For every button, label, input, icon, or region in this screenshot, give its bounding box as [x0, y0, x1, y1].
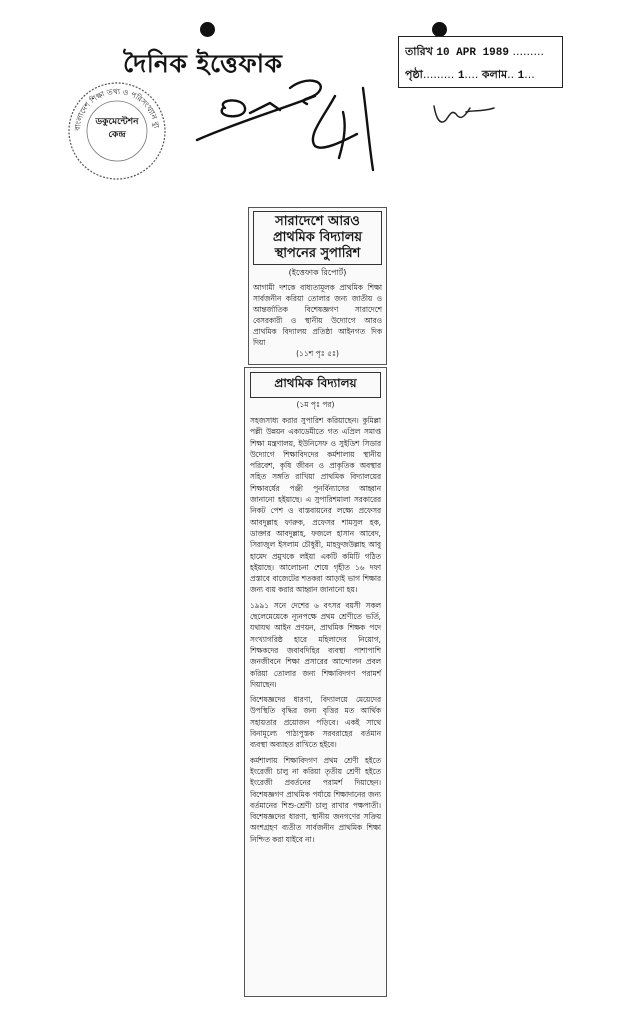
page-column-row: পৃষ্ঠা......... 1.... কলাম.. 1...	[405, 68, 535, 82]
documentation-center-seal	[66, 80, 168, 182]
seal-arc-text: বাংলাদেশ শিক্ষা তথ্য ও পরিসংখ্যান ব্যু	[72, 86, 161, 132]
article-clipping-continuation	[244, 367, 387, 997]
column-value: 1	[517, 70, 525, 82]
continued-to-note: (১১শ পৃঃ ৫ঃ)	[296, 349, 339, 358]
binder-punch-hole-right	[432, 22, 447, 37]
page-label: পৃষ্ঠা	[405, 68, 423, 81]
handwritten-initials	[430, 98, 500, 133]
handwritten-annotation	[195, 78, 395, 173]
article-paragraph: ১৯৯১ সনে দেশের ৬ বৎসর বয়সী সকল ছেলেমেয়েকে ন্যূনপক্ষে প্রথম শ্রেণীতে ভর্তি, যথাযথ আইন প্রণয়ন, প্রাথমিক শিক্ষক পদে সংখ্যাগরিষ্ঠ হারে মহিলাদের নিয়োগ, শিক্ষকদের জবাবদিহির ব্যবস্থা পাশাপাশি জনজীবনে শিক্ষা প্রসারের আন্দোলন প্রবল করিয়া তোলার জন্য শিক্ষাবিদগণ পরামর্শ দিয়াছেন।	[250, 600, 381, 689]
date-row: তারিখ 10 APR 1989 .........	[405, 45, 544, 59]
date-label: তারিখ	[405, 45, 433, 58]
article-paragraph: কর্মশালায় শিক্ষাবিদগণ প্রথম শ্রেণী হইতে ইংরেজী চালু না করিয়া তৃতীয় শ্রেণী হইতে ইংরেজী প্রবর্তনের পরামর্শ দিয়াছেন। বিশেষজ্ঞগণ প্রাথমিক পর্যায়ে শিক্ষাদানের জন্য বর্তমানের শিশু-শ্রেণী চালু রাখার পক্ষপাতী। বিশেষজ্ঞদের ধারণা, স্থানীয় জনগণের সক্রিয় অংশগ্রহণ ব্যতীত সার্বজনীন প্রাথমিক শিক্ষা নিশ্চিত করা যাইবে না।	[250, 755, 381, 844]
date-value: 10 APR 1989	[436, 47, 509, 59]
page-value: 1	[457, 70, 465, 82]
continued-from-note: (১ম পৃঃ পর)	[296, 400, 335, 409]
binder-punch-hole-left	[200, 22, 215, 37]
article-clipping-front	[248, 207, 387, 365]
newspaper-masthead: দৈনিক ইত্তেফাক	[123, 49, 283, 78]
handwritten-reference-number	[318, 92, 319, 93]
seal-center-text: ডকুমেন্টেশন কেন্দ্র	[95, 117, 139, 140]
article-paragraph: সহজসাধ্য করার সুপারিশ করিয়াছেন। কুমিল্লা পল্লী উন্নয়ন একাডেমীতে গত এপ্রিল সমাপ্ত শিক্ষা মন্ত্রণালয়, ইউনিসেফ ও সুইডিশ সিডার উদ্যোগে শিক্ষাবিদদের কর্মশালায় স্থানীয় পরিবেশ, কৃষি জীবন ও প্রাকৃতিক অবস্থার সহিত সঙ্গতি রাখিয়া প্রাথমিক বিদ্যালয়ের শিক্ষাবর্ষের পঞ্জী পুনর্বিন্যাসের আহ্বান জানানো হইয়াছে। এ সুপারিশমালা সরকারের নিকট পেশ ও বাস্তবায়নের লক্ষ্যে প্রফেসর আবদুল্লাহ ফারুক, প্রফেসর শামসুল হক, ডাক্তার আবদুল্লাহ, ফজলে হাসান আবেদ, সিরাজুল ইসলাম চৌধুরী, মাহফুজউল্লাহ আবু হামেদ প্রমুখকে লইয়া একটি কমিটি গঠিত হইয়াছে। আলোচনা শেষে গৃহীত ১৬ দফা প্রস্তাবে বাজেটের শতকরা আড়াই ভাগ শিক্ষার জন্য ব্যয় করার আহ্বান জানানো হয়।	[250, 416, 381, 595]
article-paragraph: বিশেষজ্ঞদের ধারণা, বিদ্যালয়ে মেয়েদের উপস্থিতি বৃদ্ধির জন্য বৃত্তির মত আর্থিক সহায়তার প্রয়োজন পড়িবে। একই সাথে বিনামূল্যে পাঠ্যপুস্তক সরবরাহের বর্তমান ব্যবস্থা অব্যাহত রাখিতে হইবে।	[250, 695, 381, 750]
article-headline: সারাদেশে আরও প্রাথমিক বিদ্যালয় স্থাপনের সুপারিশ	[253, 211, 382, 265]
column-label: কলাম	[481, 68, 508, 81]
article-byline: (ইত্তেফাক রিপোর্ট)	[288, 268, 347, 277]
jump-headline: প্রাথমিক বিদ্যালয়	[250, 372, 381, 398]
date-page-box	[398, 36, 563, 88]
article-lead: আগামী দশকে বাধ্যতামূলক প্রাথমিক শিক্ষা সার্বজনীন করিয়া তোলার জন্য জাতীয় ও আন্তর্জাতিক বিশেষজ্ঞগণ সারাদেশে বেসরকারী ও স্থানীয় উদ্যোগে আরও প্রাথমিক বিদ্যালয় প্রতিষ্ঠা আইনগত দিক দিয়া	[253, 283, 382, 347]
